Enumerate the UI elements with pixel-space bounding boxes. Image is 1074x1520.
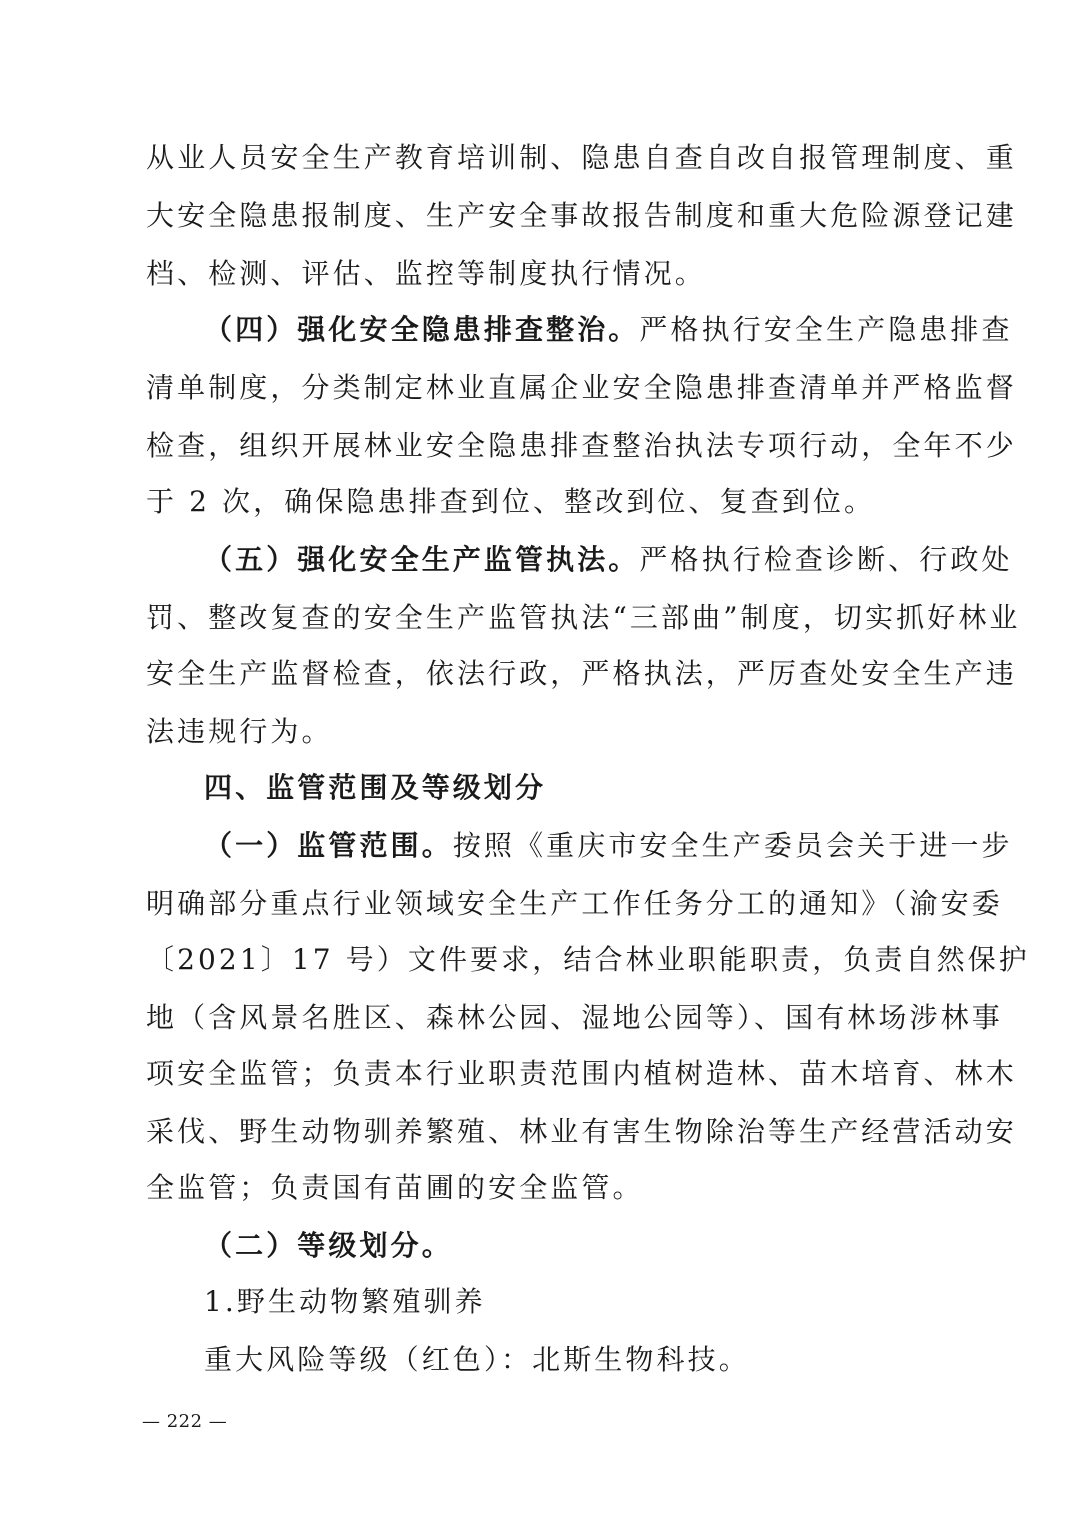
body-line-14: 明确部分重点行业领域安全生产工作任务分工的通知》（渝安委 bbox=[146, 887, 1003, 920]
body-line-16: 地（含风景名胜区、森林公园、湿地公园等）、国有林场涉林事 bbox=[146, 1001, 1003, 1034]
body-line-5: 清单制度，分类制定林业直属企业安全隐患排查清单并严格监督 bbox=[146, 371, 1017, 404]
grading-item-1: 1.野生动物繁殖驯养 bbox=[204, 1285, 486, 1318]
scope-heading: （一）监管范围。 bbox=[204, 829, 453, 862]
section-5-first-line bbox=[204, 540, 1013, 580]
scope-first-line bbox=[204, 826, 1013, 866]
body-line-2: 大安全隐患报制度、生产安全事故报告制度和重大危险源登记建 bbox=[146, 199, 1017, 232]
risk-level-red: 重大风险等级（红色）：北斯生物科技。 bbox=[204, 1343, 750, 1376]
page-number: — 222 — bbox=[142, 1411, 228, 1432]
body-line-9: 罚、整改复查的安全生产监管执法“三部曲”制度，切实抓好林业 bbox=[146, 601, 1021, 634]
section-5-heading: （五）强化安全生产监管执法。 bbox=[204, 543, 640, 576]
body-line-7: 于 2 次，确保隐患排查到位、整改到位、复查到位。 bbox=[146, 485, 876, 518]
body-line-1: 从业人员安全生产教育培训制、隐患自查自改自报管理制度、重 bbox=[146, 141, 1017, 174]
body-line-15: 〔2021〕17 号）文件要求，结合林业职能职责，负责自然保护 bbox=[146, 943, 1030, 976]
section-5-text: 严格执行检查诊断、行政处 bbox=[639, 543, 1013, 576]
body-line-19: 全监管；负责国有苗圃的安全监管。 bbox=[146, 1171, 644, 1204]
section-4-first-line bbox=[204, 310, 1013, 350]
chapter-4-heading: 四、监管范围及等级划分 bbox=[204, 771, 547, 804]
body-line-6: 检查，组织开展林业安全隐患排查整治执法专项行动，全年不少 bbox=[146, 429, 1017, 462]
body-line-18: 采伐、野生动物驯养繁殖、林业有害生物除治等生产经营活动安 bbox=[146, 1115, 1017, 1148]
section-4-text: 严格执行安全生产隐患排查 bbox=[639, 313, 1013, 346]
body-line-11: 法违规行为。 bbox=[146, 715, 333, 748]
scope-text: 按照《重庆市安全生产委员会关于进一步 bbox=[452, 829, 1013, 862]
body-line-10: 安全生产监督检查，依法行政，严格执法，严厉查处安全生产违 bbox=[146, 657, 1017, 690]
body-line-17: 项安全监管；负责本行业职责范围内植树造林、苗木培育、林木 bbox=[146, 1057, 1017, 1090]
body-line-3: 档、检测、评估、监控等制度执行情况。 bbox=[146, 257, 706, 290]
section-4-heading: （四）强化安全隐患排查整治。 bbox=[204, 313, 640, 346]
grading-heading: （二）等级划分。 bbox=[204, 1229, 453, 1262]
